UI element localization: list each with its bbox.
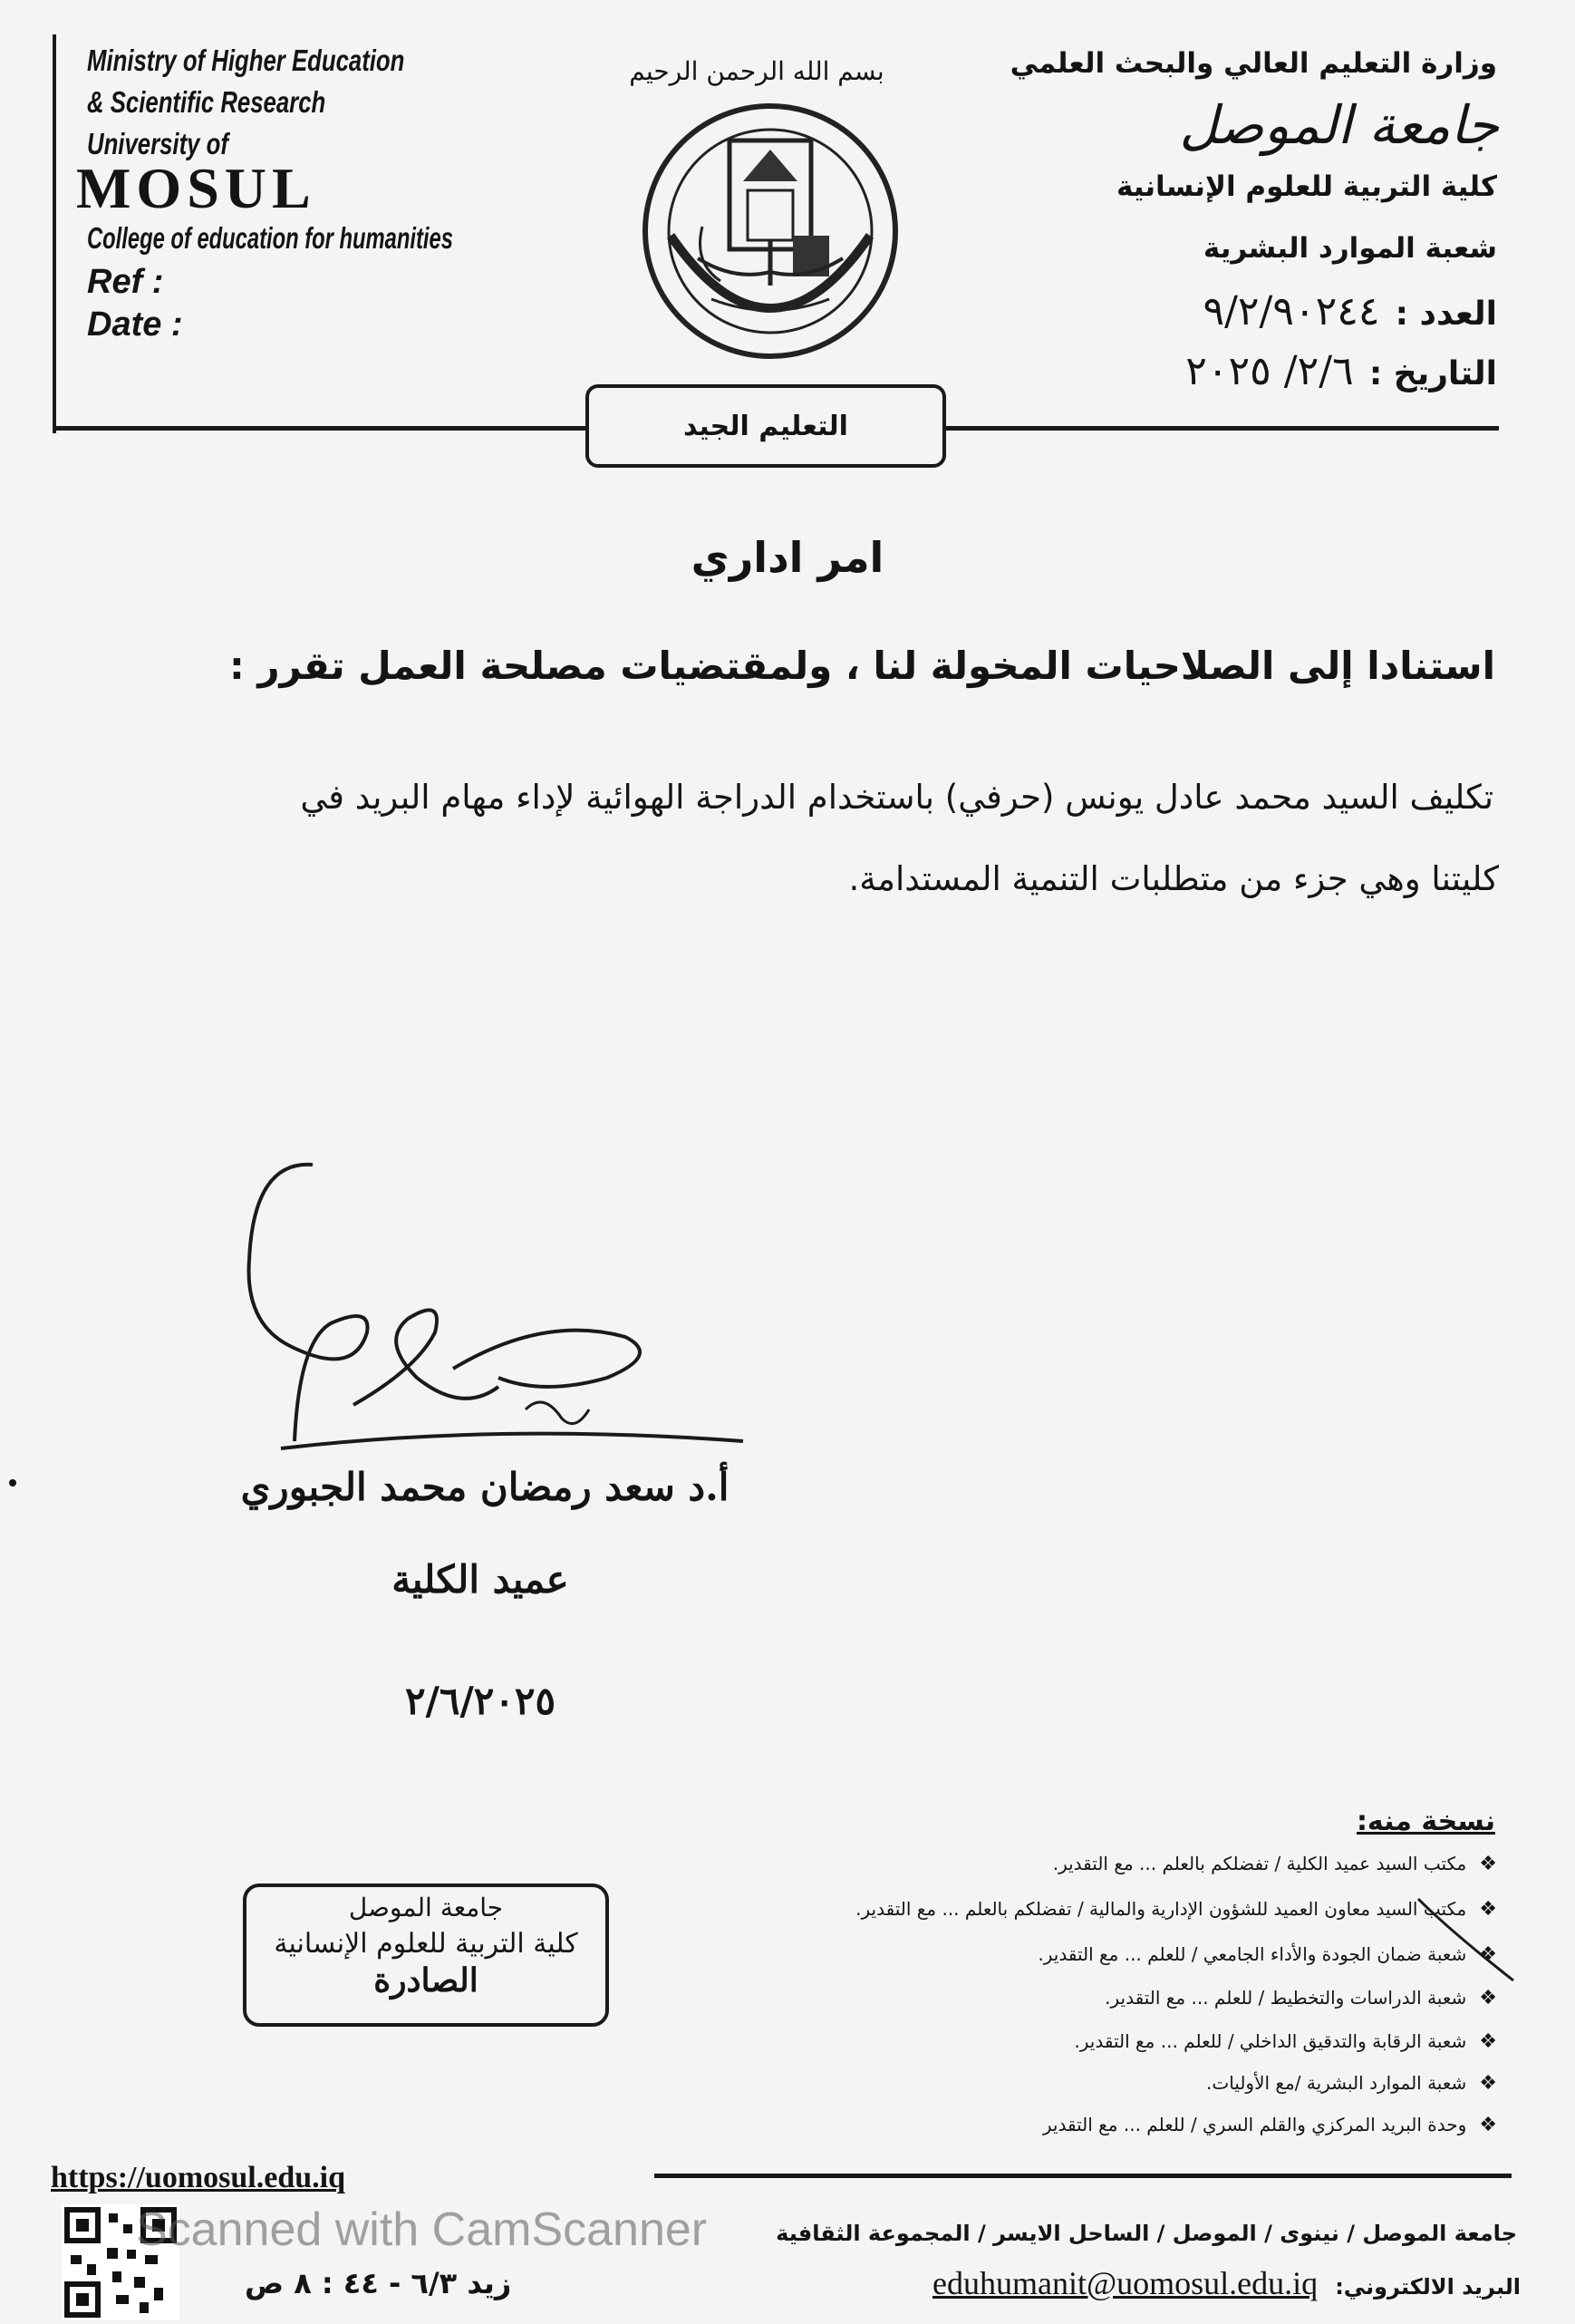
signature-icon [227,1151,752,1459]
mosul-wordmark: MOSUL [76,156,316,220]
copies-handwritten-mark [1414,1894,1522,1985]
bullet-icon: ❖ [1479,2030,1497,2053]
university-logo-icon [634,100,906,363]
motto-text: التعليم الجيد [683,410,848,442]
footer-email-row [932,2264,1521,2302]
copy-item-2: ❖مكتب السيد معاون العميد للشؤون الإدارية والمالية / تفضلكم بالعلم ... مع التقدير. [855,1898,1497,1921]
college-name-ar: كلية التربية للعلوم الإنسانية [1116,170,1497,203]
footer-rule [654,2174,1512,2178]
bullet-icon: ❖ [1479,1987,1497,2009]
order-paragraph-line-2: كليتنا وهي جزء من متطلبات التنمية المستدامة. [848,859,1499,898]
header-rule-left [54,426,585,431]
copy-item-3: ❖شعبة ضمان الجودة والأداء الجامعي / للعلم ... مع التقدير. [1038,1943,1497,1966]
signature-date: ٢/٦/٢٠٢٥ [404,1679,556,1723]
header-rule-right [946,426,1499,431]
website-link[interactable]: https://uomosul.edu.iq [51,2161,345,2194]
copy-item-7: ❖وحدة البريد المركزي والقلم السري / للعلم ... مع التقدير [1042,2114,1497,2136]
university-logo [634,100,906,363]
bullet-icon: ❖ [1479,1943,1497,1966]
ministry-line-1: Ministry of Higher Education [87,44,405,77]
left-header-vertical-rule [53,34,56,433]
stamp-line-1: جامعة الموصل [348,1893,504,1922]
bullet-icon: ❖ [1479,2072,1497,2095]
copies-heading: نسخة منه: [1356,1806,1495,1837]
copy-item-4: ❖شعبة الدراسات والتخطيط / للعلم ... مع التقدير. [1105,1987,1497,2009]
date-label: Date : [87,305,183,344]
camscanner-watermark: Scanned with CamScanner [136,2203,708,2256]
bullet-icon: ❖ [1479,2114,1497,2136]
university-of-label: University of [87,127,228,160]
english-header-block [76,44,595,344]
university-name-ar: جامعة الموصل [1179,94,1499,156]
number-label: العدد : [1395,295,1497,333]
stamp-line-2: كلية التربية للعلوم الإنسانية [274,1928,578,1960]
outgoing-stamp [243,1883,609,2027]
copy-item-5: ❖شعبة الرقابة والتدقيق الداخلي / للعلم ... مع التقدير. [1074,2030,1497,2053]
date-value: ٢/٦/ ٢٠٢٥ [1185,348,1354,394]
number-value: ٩/٢/٩٠٢٤٤ [1203,288,1380,334]
date-row [1185,348,1497,394]
ref-label: Ref : [87,263,164,301]
email-link[interactable]: eduhumanit@uomosul.edu.iq [932,2265,1319,2301]
division-name-ar: شعبة الموارد البشرية [1203,232,1497,265]
email-label: البريد الالكتروني: [1335,2274,1521,2300]
number-row [1203,288,1497,334]
bullet-icon: ❖ [1479,1853,1497,1875]
order-paragraph-line-1: تكليف السيد محمد عادل يونس (حرفي) باستخدام الدراجة الهوائية لإداء مهام البريد في [300,778,1493,817]
basmala: بسم الله الرحمن الرحيم [629,56,884,86]
ministry-name-ar: وزارة التعليم العالي والبحث العلمي [1010,47,1497,80]
margin-dot [9,1479,16,1486]
signatory-position: عميد الكلية [391,1557,569,1602]
signatory-name: أ.د سعد رمضان محمد الجبوري [240,1465,730,1509]
ministry-line-2: & Scientific Research [87,85,326,119]
checkmark-icon [1414,1894,1522,1985]
motto-box [585,384,946,468]
copy-item-1: ❖مكتب السيد عميد الكلية / تفضلكم بالعلم ... مع التقدير. [1052,1853,1497,1875]
footer-address: جامعة الموصل / نينوى / الموصل / الساحل الايسر / المجموعة الثقافية [776,2221,1517,2246]
preamble-text: استنادا إلى الصلاحيات المخولة لنا ، ولمقتضيات مصلحة العمل تقرر : [228,644,1495,688]
copy-item-6: ❖شعبة الموارد البشرية /مع الأوليات. [1206,2072,1497,2095]
handwritten-note: زيد ٦/٣ - ٤٤ : ٨ ص [245,2266,512,2300]
bullet-icon: ❖ [1479,1898,1497,1921]
document-title: امر اداري [691,533,884,582]
date-label-ar: التاريخ : [1368,355,1497,392]
stamp-line-3: الصادرة [373,1961,478,2000]
college-name-en: College of education for humanities [87,221,453,255]
handwritten-signature [227,1151,752,1459]
